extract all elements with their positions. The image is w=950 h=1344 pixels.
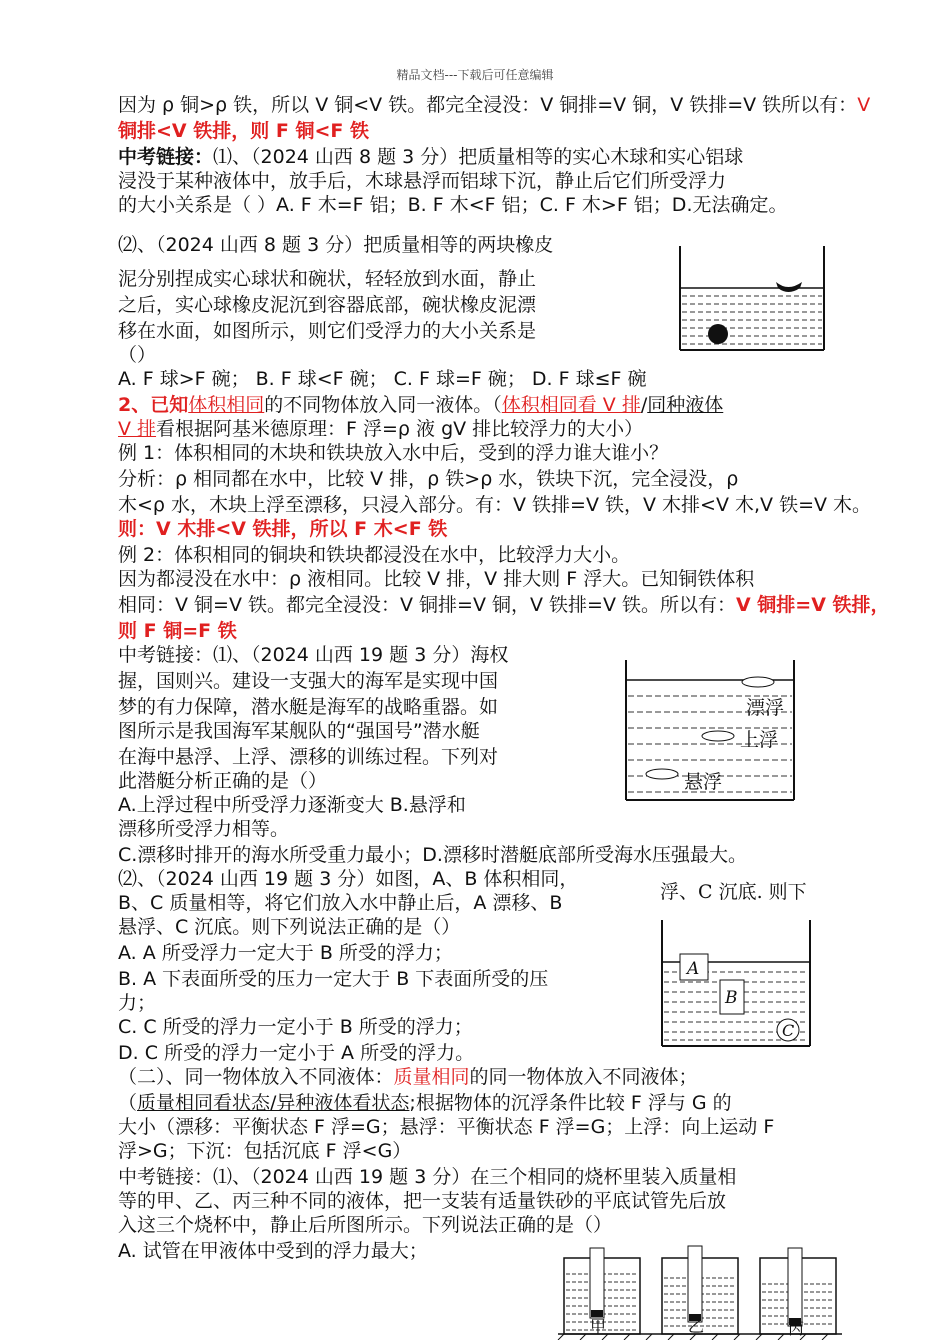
text-line: 握，国则兴。建设一支强大的海军是实现中国: [118, 670, 499, 692]
plasticine-figure: [676, 242, 828, 360]
beakers-figure: [556, 1244, 844, 1340]
sub-floating: [742, 677, 774, 687]
text-line: （二）、同一物体放入不同液体：质量相同的同一物体放入不同液体；: [118, 1066, 698, 1088]
label-suspend: 悬浮: [684, 771, 723, 793]
text-line: 此潜艇分析正确的是（）: [118, 770, 328, 792]
text-line: B、C 质量相等，将它们放入水中静止后，A 漂移、B: [118, 892, 563, 914]
text-line: 力；: [118, 992, 157, 1014]
text-line: 浮>G；下沉：包括沉底 F 浮<G）: [118, 1140, 412, 1162]
text-line: A. A 所受浮力一定大于 B 所受的浮力；: [118, 942, 453, 964]
text-line: 泥分别捏成实心球状和碗状，轻轻放到水面，静止: [118, 268, 537, 290]
label-rise: 上浮: [740, 729, 779, 751]
test-tube-yi: [688, 1246, 702, 1322]
test-tube-bing: [788, 1248, 802, 1326]
text-line: 中考链接：⑴、（2024 山西 19 题 3 分）在三个相同的烧杯里装入质量相: [118, 1166, 737, 1188]
text-line: 2、已知体积相同的不同物体放入同一液体。（体积相同看 V 排/同种液体: [118, 394, 724, 416]
sub-rising: [702, 731, 734, 741]
text-line: A. 试管在甲液体中受到的浮力最大；: [118, 1240, 428, 1262]
beaker-label-yi: 乙: [688, 1317, 705, 1336]
text-line: 分析：ρ 相同都在水中，比较 V 排，ρ 铁>ρ 水，铁块下沉，完全浸没，ρ: [118, 468, 739, 490]
text-line: 例 1：体积相同的木块和铁块放入水中后，受到的浮力谁大谁小？: [118, 442, 669, 464]
text-line: B. A 下表面所受的压力一定大于 B 下表面所受的压: [118, 968, 549, 990]
page-header: 精品文档---下载后可任意编辑: [396, 68, 554, 82]
text-line: 移在水面，如图所示，则它们受浮力的大小关系是: [118, 320, 537, 342]
svg-text:B: B: [725, 988, 738, 1008]
text-line: 相同：V 铜=V 铁。都完全浸没：V 铜排=V 铜，V 铁排=V 铁。所以有：V 铜排=V 铁排，: [118, 594, 890, 616]
text-line: 的大小关系是（ ）A. F 木=F 铝；B. F 木<F 铝；C. F 木>F 铝；D.无法确定。: [118, 194, 788, 216]
beaker-label-bing: 丙: [788, 1319, 805, 1338]
text-line: 因为 ρ 铜>ρ 铁，所以 V 铜<V 铁。都完全浸没：V 铜排=V 铜，V 铁排=V 铁所以有：V: [118, 94, 871, 116]
text-line: A.上浮过程中所受浮力逐渐变大 B.悬浮和: [118, 794, 466, 816]
text-line: 中考链接：⑴、（2024 山西 8 题 3 分）把质量相等的实心木球和实心铝球: [118, 146, 744, 168]
text-line: ⑵、（2024 山西 19 题 3 分）如图，A、B 体积相同，: [118, 868, 579, 890]
text-line: 因为都浸没在水中：ρ 液相同。比较 V 排，V 排大则 F 浮大。已知铜铁体积: [118, 568, 755, 590]
text-line: 之后，实心球橡皮泥沉到容器底部，碗状橡皮泥漂: [118, 294, 537, 316]
text-line: 中考链接：⑴、（2024 山西 19 题 3 分）海权: [118, 644, 509, 666]
svg-text:A: A: [687, 959, 700, 979]
text-line: 梦的有力保障，潜水艇是海军的战略重器。如: [118, 696, 499, 718]
text-line: 在海中悬浮、上浮、漂移的训练过程。下列对: [118, 746, 499, 768]
submarine-figure: [622, 656, 798, 806]
text-line: V 排看根据阿基米德原理：F 浮=ρ 液 gV 排比较浮力的大小）: [118, 418, 644, 440]
text-line: 则 F 铜=F 铁: [118, 620, 237, 642]
text-line: 等的甲、乙、丙三种不同的液体，把一支装有适量铁砂的平底试管先后放: [118, 1190, 727, 1212]
bowl-shape: [776, 282, 802, 292]
text-line: （质量相同看状态/异种液体看状态;根据物体的沉浮条件比较 F 浮与 G 的: [118, 1092, 732, 1114]
sunken-ball: [708, 324, 728, 344]
text-line: 则：V 木排<V 铁排，所以 F 木<F 铁: [118, 518, 448, 540]
text-line: 铜排<V 铁排，则 F 铜<F 铁: [118, 120, 369, 142]
sub-suspended: [646, 769, 678, 779]
text-line: 图所示是我国海军某舰队的“强国号”潜水艇: [118, 720, 480, 742]
beaker-label-jia: 甲: [590, 1317, 607, 1336]
text-line: 漂移所受浮力相等。: [118, 818, 290, 840]
text-line: ⑵、（2024 山西 8 题 3 分）把质量相等的两块橡皮: [118, 234, 554, 256]
svg-text:C: C: [782, 1021, 795, 1040]
text-line: C. C 所受的浮力一定小于 B 所受的浮力；: [118, 1016, 473, 1038]
test-tube-jia: [590, 1248, 604, 1318]
text-line: 大小（漂移：平衡状态 F 浮=G；悬浮：平衡状态 F 浮=G；上浮：向上运动 F: [118, 1116, 775, 1138]
text-line: 浸没于某种液体中，放手后，木球悬浮而铝球下沉，静止后它们所受浮力: [118, 170, 727, 192]
abc-figure: [654, 878, 818, 1052]
text-line: A. F 球>F 碗； B. F 球<F 碗； C. F 球=F 碗； D. F 球≤F 碗: [118, 368, 647, 390]
text-line: 木<ρ 水，木块上浮至漂移，只浸入部分。有：V 铁排=V 铁，V 木排<V 木,V 铁=V 木。: [118, 494, 872, 516]
abc-caption: 浮、C 沉底. 则下: [660, 881, 807, 903]
text-line: 例 2：体积相同的铜块和铁块都浸没在水中，比较浮力大小。: [118, 544, 631, 566]
text-line: （）: [118, 344, 157, 366]
text-line: 入这三个烧杯中，静止后所图所示。下列说法正确的是（）: [118, 1214, 613, 1236]
label-float: 漂浮: [746, 697, 785, 719]
text-line: D. C 所受的浮力一定小于 A 所受的浮力。: [118, 1042, 475, 1064]
text-line: 悬浮、C 沉底。则下列说法正确的是（）: [118, 916, 461, 938]
text-line: C.漂移时排开的海水所受重力最小；D.漂移时潜艇底部所受海水压强最大。: [118, 844, 747, 866]
